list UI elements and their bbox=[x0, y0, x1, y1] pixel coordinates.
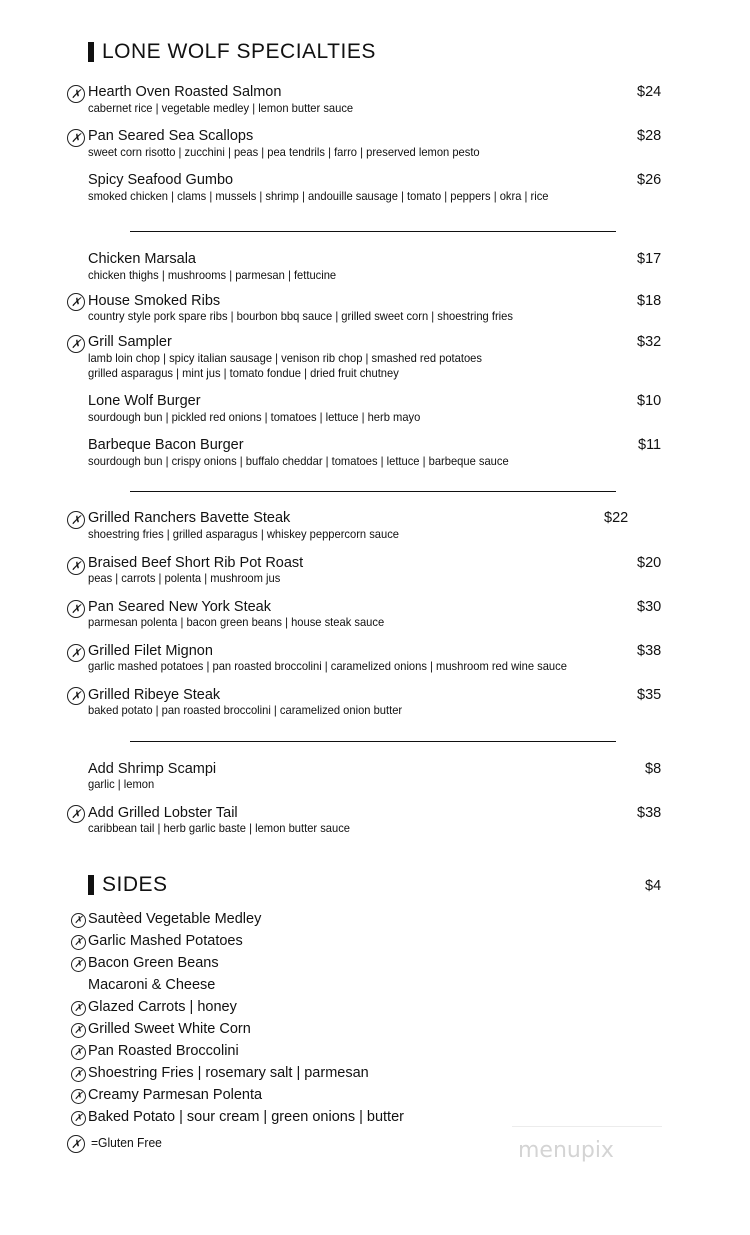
side-item: Garlic Mashed Potatoes bbox=[88, 933, 243, 949]
menu-item-name: Grilled Ranchers Bavette Steak bbox=[88, 510, 291, 526]
menu-item-price: $24 bbox=[637, 84, 662, 100]
side-item: Shoestring Fries | rosemary salt | parmesan bbox=[88, 1065, 369, 1081]
menu-item-desc: lamb loin chop | spicy italian sausage | venison rib chop | smashed red potatoes bbox=[88, 351, 482, 365]
menu-item-price: $20 bbox=[637, 555, 662, 571]
gluten-free-icon: ✗ bbox=[67, 687, 85, 705]
gluten-free-icon: ✗ bbox=[67, 557, 85, 575]
menu-item-price: $17 bbox=[637, 251, 662, 267]
section-title-text: LONE WOLF SPECIALTIES bbox=[102, 40, 376, 63]
gluten-free-icon: ✗ bbox=[71, 1067, 86, 1082]
menu-item-desc: sourdough bun | pickled red onions | tomatoes | lettuce | herb mayo bbox=[88, 410, 421, 424]
side-item: Pan Roasted Broccolini bbox=[88, 1043, 239, 1059]
menu-item-price: $32 bbox=[637, 334, 662, 350]
divider bbox=[130, 741, 616, 742]
menu-item-name: Pan Seared Sea Scallops bbox=[88, 128, 254, 144]
gluten-free-icon: ✗ bbox=[67, 511, 85, 529]
menu-item-name: House Smoked Ribs bbox=[88, 293, 221, 309]
menu-item-price: $11 bbox=[638, 437, 662, 453]
menu-item-name: Grilled Filet Mignon bbox=[88, 643, 213, 659]
divider bbox=[130, 231, 616, 232]
menu-item-name: Hearth Oven Roasted Salmon bbox=[88, 84, 282, 100]
menu-item-name: Pan Seared New York Steak bbox=[88, 599, 271, 615]
menu-item-desc: country style pork spare ribs | bourbon bbq sauce | grilled sweet corn | shoestring fries bbox=[88, 309, 513, 323]
gluten-free-icon: ✗ bbox=[71, 1045, 86, 1060]
menu-item-name: Add Grilled Lobster Tail bbox=[88, 805, 238, 821]
watermark-rule bbox=[512, 1126, 662, 1127]
menu-item-name: Grilled Ribeye Steak bbox=[88, 687, 221, 703]
gluten-free-icon: ✗ bbox=[67, 644, 85, 662]
section-title-text: SIDES bbox=[102, 873, 168, 896]
menu-item-price: $10 bbox=[637, 393, 662, 409]
menu-item-price: $35 bbox=[637, 687, 662, 703]
menu-item-price: $28 bbox=[637, 128, 662, 144]
menu-item-price: $38 bbox=[637, 805, 662, 821]
title-bar bbox=[88, 875, 94, 895]
gluten-free-icon: ✗ bbox=[67, 85, 85, 103]
gluten-free-icon: ✗ bbox=[71, 1089, 86, 1104]
gluten-free-icon: ✗ bbox=[67, 129, 85, 147]
menu-item-price: $22 bbox=[604, 510, 629, 526]
gluten-free-icon: ✗ bbox=[71, 913, 86, 928]
side-item: Bacon Green Beans bbox=[88, 955, 219, 971]
side-item: Creamy Parmesan Polenta bbox=[88, 1087, 263, 1103]
menu-item-name: Braised Beef Short Rib Pot Roast bbox=[88, 555, 304, 571]
section-title-specialties bbox=[88, 40, 376, 64]
menu-item-name: Grill Sampler bbox=[88, 334, 172, 350]
gluten-free-icon: ✗ bbox=[71, 935, 86, 950]
menu-item-price: $30 bbox=[637, 599, 662, 615]
menu-item-desc: garlic mashed potatoes | pan roasted broccolini | caramelized onions | mushroom red wine sauce bbox=[88, 659, 567, 673]
title-bar bbox=[88, 42, 94, 62]
menu-item-price: $18 bbox=[637, 293, 662, 309]
sides-price: $4 bbox=[645, 878, 662, 894]
side-item: Macaroni & Cheese bbox=[88, 977, 216, 993]
side-item: Glazed Carrots | honey bbox=[88, 999, 237, 1015]
gluten-free-icon: ✗ bbox=[67, 1135, 85, 1153]
menu-item-desc: sourdough bun | crispy onions | buffalo cheddar | tomatoes | lettuce | barbeque sauce bbox=[88, 454, 509, 468]
menu-item-name: Barbeque Bacon Burger bbox=[88, 437, 244, 453]
menu-item-price: $8 bbox=[645, 761, 662, 777]
menu-item-desc: baked potato | pan roasted broccolini | caramelized onion butter bbox=[88, 703, 403, 717]
menu-item-desc: chicken thighs | mushrooms | parmesan | fettucine bbox=[88, 268, 337, 282]
menu-item-desc: sweet corn risotto | zucchini | peas | pea tendrils | farro | preserved lemon pesto bbox=[88, 145, 480, 159]
menu-item-price: $38 bbox=[637, 643, 662, 659]
menu-item-name: Chicken Marsala bbox=[88, 251, 196, 267]
side-item: Sautèed Vegetable Medley bbox=[88, 911, 262, 927]
menu-item-desc: peas | carrots | polenta | mushroom jus bbox=[88, 571, 281, 585]
menu-item-desc: parmesan polenta | bacon green beans | house steak sauce bbox=[88, 615, 385, 629]
gluten-free-icon: ✗ bbox=[71, 1023, 86, 1038]
gluten-free-icon: ✗ bbox=[67, 293, 85, 311]
divider bbox=[130, 491, 616, 492]
legend-text: =Gluten Free bbox=[91, 1135, 162, 1150]
gluten-free-icon: ✗ bbox=[71, 1111, 86, 1126]
gluten-free-icon: ✗ bbox=[71, 1001, 86, 1016]
gluten-free-icon: ✗ bbox=[67, 335, 85, 353]
menu-item-desc: garlic | lemon bbox=[88, 777, 155, 791]
menu-item-desc-line2: grilled asparagus | mint jus | tomato fondue | dried fruit chutney bbox=[88, 366, 399, 380]
gluten-free-icon: ✗ bbox=[71, 957, 86, 972]
watermark-logo: menupix bbox=[518, 1138, 614, 1163]
menu-item-name: Spicy Seafood Gumbo bbox=[88, 172, 234, 188]
side-item: Grilled Sweet White Corn bbox=[88, 1021, 251, 1037]
menu-item-desc: shoestring fries | grilled asparagus | whiskey peppercorn sauce bbox=[88, 527, 399, 541]
menu-item-price: $26 bbox=[637, 172, 662, 188]
menu-item-name: Lone Wolf Burger bbox=[88, 393, 201, 409]
gluten-free-icon: ✗ bbox=[67, 805, 85, 823]
menu-item-name: Add Shrimp Scampi bbox=[88, 761, 217, 777]
menu-item-desc: cabernet rice | vegetable medley | lemon butter sauce bbox=[88, 101, 354, 115]
side-item: Baked Potato | sour cream | green onions | butter bbox=[88, 1109, 404, 1125]
menu-item-desc: caribbean tail | herb garlic baste | lemon butter sauce bbox=[88, 821, 351, 835]
menu-item-desc: smoked chicken | clams | mussels | shrimp | andouille sausage | tomato | peppers | okra | rice bbox=[88, 189, 549, 203]
gluten-free-icon: ✗ bbox=[67, 600, 85, 618]
section-title-sides bbox=[88, 873, 168, 897]
